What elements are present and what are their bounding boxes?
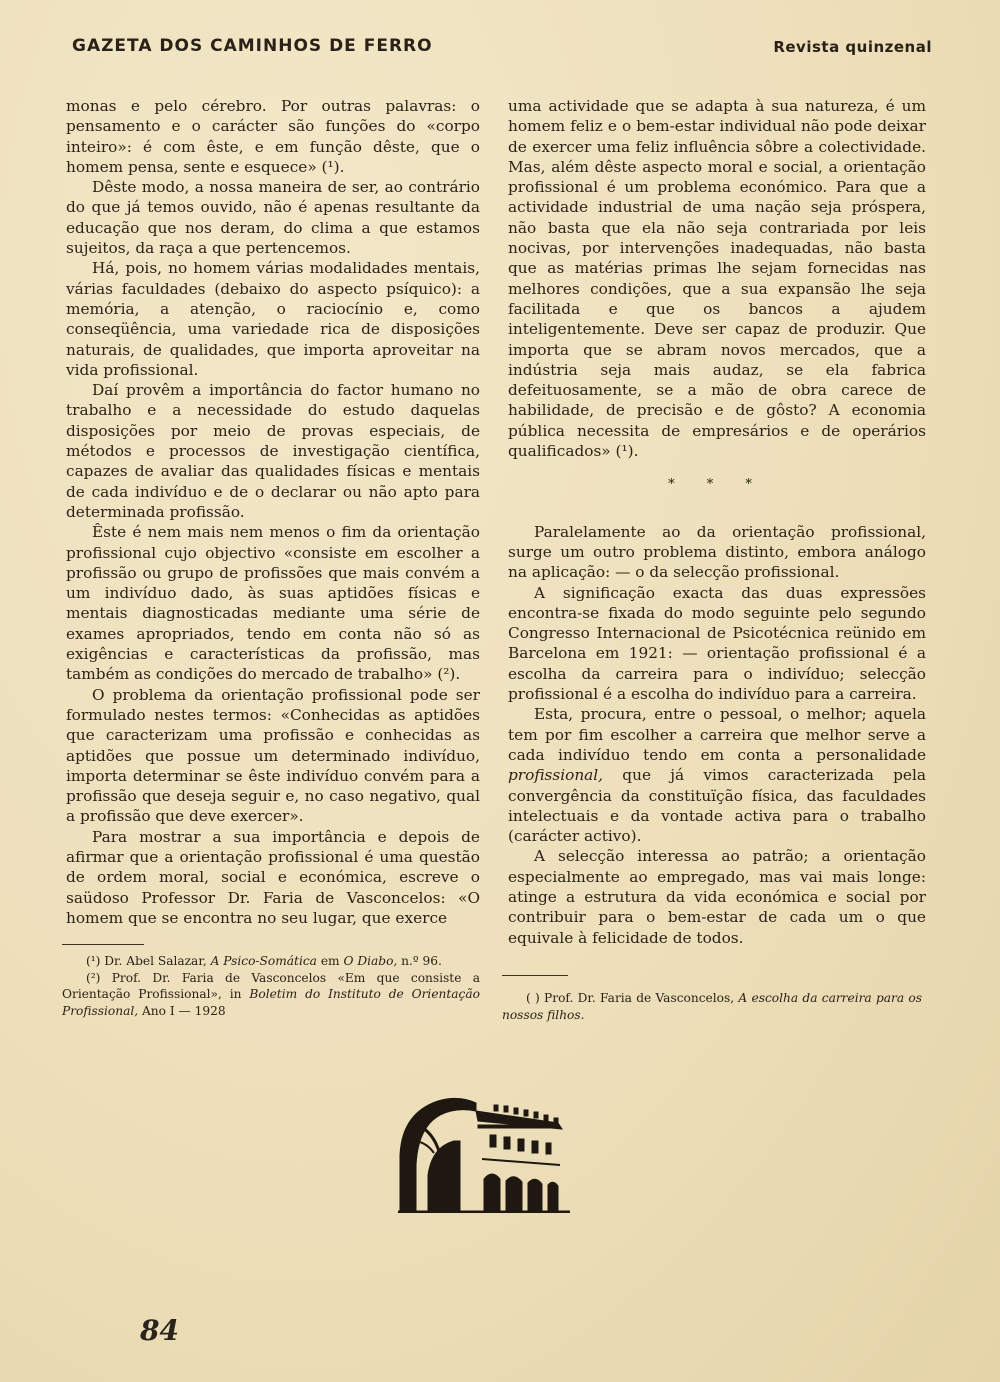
- footnote-text: Ano I — 1928: [138, 1003, 226, 1018]
- paragraph: uma actividade que se adapta à sua natureza, é um homem feliz e o bem-estar individual não pode deixar de exercer uma feliz influência sôbre a colectividade. Mas, além dêste aspecto moral e social, a orientação profissional é um problema económico. Para que a actividade industrial de uma nação seja próspera, não basta que ela não seja contrariada por leis nocivas, por intervenções inadequadas, não basta que as matérias primas lhe sejam fornecidas nas melhores condições, que a sua expansão lhe seja facilitada e que os bancos a ajudem inteligentemente. Deve ser capaz de produzir. Que importa que se abram novos mercados, que a indústria seja mais audaz, se ela fabrica defeituosamente, se a mão de obra carece de habilidade, de precisão e de gôsto? A economia pública necessita de empresários e de operários qualificados» (¹).: [508, 97, 926, 461]
- page-header: [72, 36, 932, 66]
- footnote-italic: A escolha da carreira para os nossos filhos.: [502, 991, 922, 1022]
- footnotes-left: [62, 944, 480, 1019]
- footnote-text: n.º 96.: [397, 954, 442, 968]
- left-column: [66, 96, 480, 928]
- footnote: [502, 990, 922, 1023]
- footnotes-right: [502, 975, 922, 1023]
- footnote-rule: [502, 975, 568, 976]
- publication-title: GAZETA DOS CAMINHOS DE FERRO: [72, 36, 433, 56]
- page-number: 84: [140, 1314, 179, 1347]
- publication-subtitle: Revista quinzenal: [773, 38, 932, 56]
- section-separator: * * *: [668, 477, 766, 493]
- footnote-text: ( ) Prof. Dr. Faria de Vasconcelos,: [526, 991, 739, 1005]
- paragraph: O problema da orientação profissional pode ser formulado nestes termos: «Conhecidas as aptidões que caracterizam uma profissão e conhecidas as aptidões que possue um determinado indivíduo, importa determinar se êste indivíduo convém para a profissão que deseja seguir e, no caso negativo, qual a profissão que deve exercer».: [66, 685, 480, 826]
- paragraph: Há, pois, no homem várias modalidades mentais, várias faculdades (debaixo do aspecto psíquico): a memória, a atenção, o raciocínio e, como conseqüência, uma variedade rica de disposições naturais, de qualidades, que importa aproveitar na vida profissional.: [66, 259, 480, 379]
- arcade-building-illustration: [398, 1095, 570, 1213]
- footnote-italic: O Diabo,: [343, 954, 398, 968]
- footnote-text: em: [316, 954, 344, 968]
- footnote: [62, 970, 480, 1020]
- paragraph: Paralelamente ao da orientação profissional, surge um outro problema distinto, embora análogo na aplicação: — o da selecção profissional.: [508, 522, 926, 582]
- paragraph: Daí provêm a importância do factor humano no trabalho e a necessidade do estudo daquelas disposições por meio de provas especiais, de métodos e processos de investigação científica, capazes de avaliar das qualidades físicas e mentais de cada indivíduo e de o declarar ou não apto para determinada profissão.: [66, 381, 480, 521]
- paragraph: [508, 704, 926, 846]
- italic-text: profissional,: [508, 766, 604, 785]
- footnote-rule: [62, 944, 144, 945]
- paragraph: Para mostrar a sua importância e depois de afirmar que a orientação profissional é uma questão de ordem moral, social e económica, escreve o saüdoso Professor Dr. Faria de Vasconcelos: «O homem que se encontra no seu lugar, que exerce: [66, 827, 480, 927]
- footnote-italic: Boletim do Instituto de Orientação Profissional,: [62, 987, 480, 1018]
- paragraph: A significação exacta das duas expressões encontra-se fixada do modo seguinte pelo segundo Congresso Internacional de Psicotécnica reünido em Barcelona em 1921: — orientação profissional é a escolha da carreira para o indivíduo; selecção profissional é a escolha do indivíduo para a carreira.: [508, 583, 926, 704]
- right-column: [508, 96, 926, 948]
- paragraph: Dêste modo, a nossa maneira de ser, ao contrário do que já temos ouvido, não é apenas resultante da educação que nos deram, do clima a que estamos sujeitos, da raça a que pertencemos.: [66, 178, 480, 258]
- text-span: Esta, procura, entre o pessoal, o melhor; aquela tem por fim escolher a carreira que melhor serve a cada indivíduo tendo em conta a personalidade: [508, 705, 926, 764]
- footnote-text: (²) Prof. Dr. Faria de Vasconcelos «Em que consiste a Orientação Profissional», in: [62, 970, 480, 1001]
- footnote-italic: A Psico-Somática: [210, 954, 317, 968]
- text-span: que já vimos caracterizada pela convergência da constituïção física, das faculdades intelectuais e da vontade activa para o trabalho (carácter activo).: [508, 766, 926, 846]
- paragraph: monas e pelo cérebro. Por outras palavras: o pensamento e o carácter são funções do «corpo inteiro»: é com êste, e em função dêste, que o homem pensa, sente e esquece» (¹).: [66, 97, 480, 176]
- paragraph: Êste é nem mais nem menos o fim da orientação profissional cujo objectivo «consiste em escolher a profissão ou grupo de profissões que mais convém a um indivíduo dado, às suas aptidões físicas e mentais diagnosticadas mediante uma série de exames apropriados, tendo em conta não só as exigências e características da profissão, mas também as condições do mercado de trabalho» (²).: [66, 523, 480, 684]
- footnote-text: (¹) Dr. Abel Salazar,: [86, 954, 211, 968]
- paragraph: A selecção interessa ao patrão; a orientação especialmente ao empregado, mas vai mais longe: atinge a estrutura da vida económica e social por contribuir para o bem-estar de cada um o que equivale à felicidade de todos.: [508, 847, 926, 947]
- footnote: [62, 953, 480, 970]
